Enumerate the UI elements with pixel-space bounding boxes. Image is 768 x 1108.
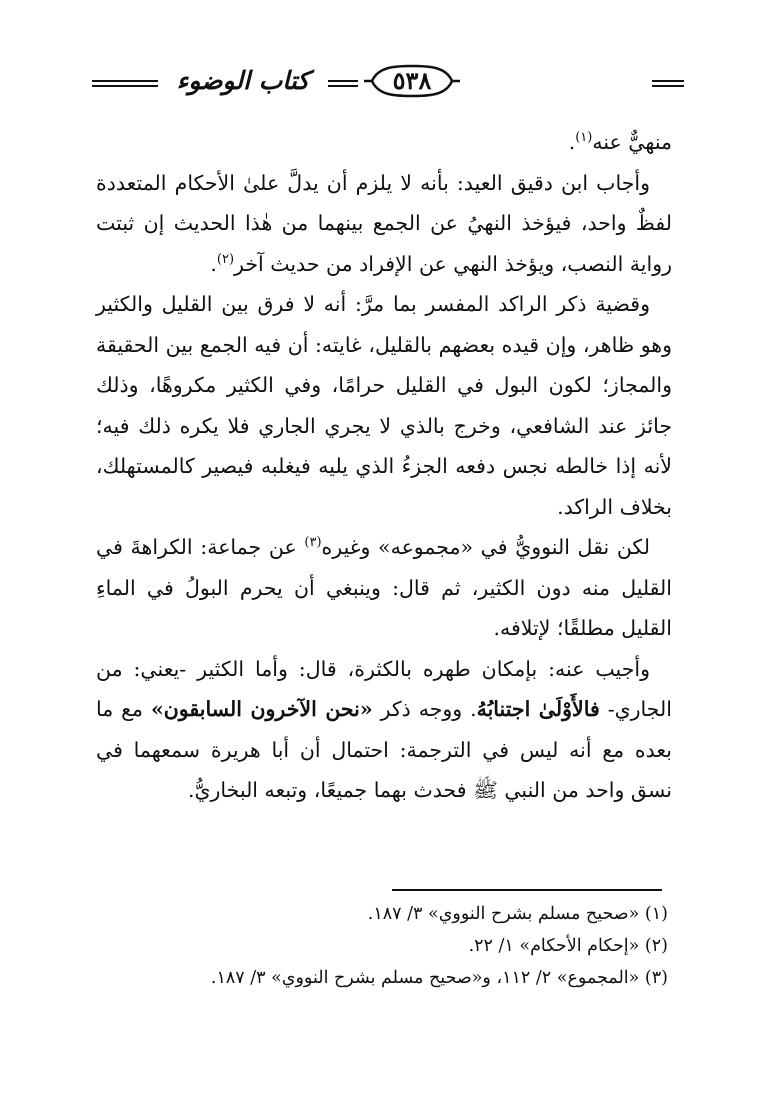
header-ornament-rule (652, 80, 684, 87)
paragraph (96, 284, 672, 527)
header-ornament-rule (92, 80, 158, 87)
footnotes (96, 898, 668, 994)
paragraph (96, 527, 672, 649)
footnote: (١) «صحيح مسلم بشرح النووي» ٣/ ١٨٧. (367, 904, 668, 924)
paragraph-text: لكن نقل النوويُّ في «مجموعه» وغيره (321, 535, 650, 559)
paragraph-text: وقضية ذكر الراكد المفسر بما مرَّ: أنه لا فرق بين القليل والكثير وهو ظاهر، وإن قيده بعضهم بالقليل، غايته: أن فيه الجمع بين الحقيقة والمجاز؛ لكون البول في القليل حرامًا، وفي الكثير مكروهًا، وذلك جائز عند الشافعي، وخرج بالذي لا يجري الجاري فلا يكره ذلك فيه؛ لأنه إذا خالطه نجس دفعه الجزءُ الذي يليه فيغلبه فيصير كالمستهلك، بخلاف الراكد. (96, 292, 672, 519)
page-number-badge (364, 64, 460, 98)
paragraph-text: منهيٌّ عنه (592, 130, 672, 154)
hadith-quote: «نحن الآخرون السابقون» (150, 697, 373, 721)
paragraph-text: وأجاب ابن دقيق العيد: بأنه لا يلزم أن يدلَّ علىٰ الأحكام المتعددة لفظٌ واحد، فيؤخذ النهيُ عن الجمع بينهما من هٰذا الحديث إن ثبتت رواية النصب، ويؤخذ النهي عن الإفراد من حديث آخر (96, 170, 672, 276)
footnote-reference: (٣) (304, 535, 322, 551)
paragraph-text: وأجيب عنه: بإمكان طهره بالكثرة، قال: وأما الكثير -يعني: من الجاري- (96, 656, 672, 721)
page-header (92, 62, 684, 108)
paragraph-text: . (210, 251, 217, 276)
page-number: ٥٣٨ (392, 66, 432, 95)
paragraph (96, 649, 672, 811)
footnote-reference: (١) (575, 130, 593, 146)
footnote: (٣) «المجموع» ٢/ ١١٢، و«صحيح مسلم بشرح النووي» ٣/ ١٨٧. (210, 968, 668, 988)
main-text (96, 122, 672, 811)
paragraph (96, 122, 672, 163)
emphasized-text: فالأَوْلَىٰ اجتنابُهُ (476, 697, 600, 721)
footnote: (٢) «إحكام الأحكام» ١/ ٢٢. (468, 936, 668, 956)
footnote-divider (392, 889, 662, 891)
chapter-title: كتاب الوضوء (176, 66, 310, 95)
paragraph-text: . (568, 130, 576, 154)
paragraph-text: . ووجه ذكر (372, 697, 477, 721)
header-ornament-rule (328, 80, 358, 87)
paragraph-text: مع ما بعده مع أنه ليس في الترجمة: احتمال أن أبا هريرة سمعهما في نسق واحد من النبي ﷺ فحدث بهما جميعًا، وتبعه البخاريُّ. (96, 697, 672, 802)
paragraph-text: عن جماعة: الكراهةَ في القليل منه دون الكثير، ثم قال: وينبغي أن يحرم البولُ في الماءِ القليل مطلقًا؛ لإتلافه. (96, 535, 672, 640)
footnote-reference: (٢) (216, 251, 235, 267)
paragraph (96, 163, 672, 285)
